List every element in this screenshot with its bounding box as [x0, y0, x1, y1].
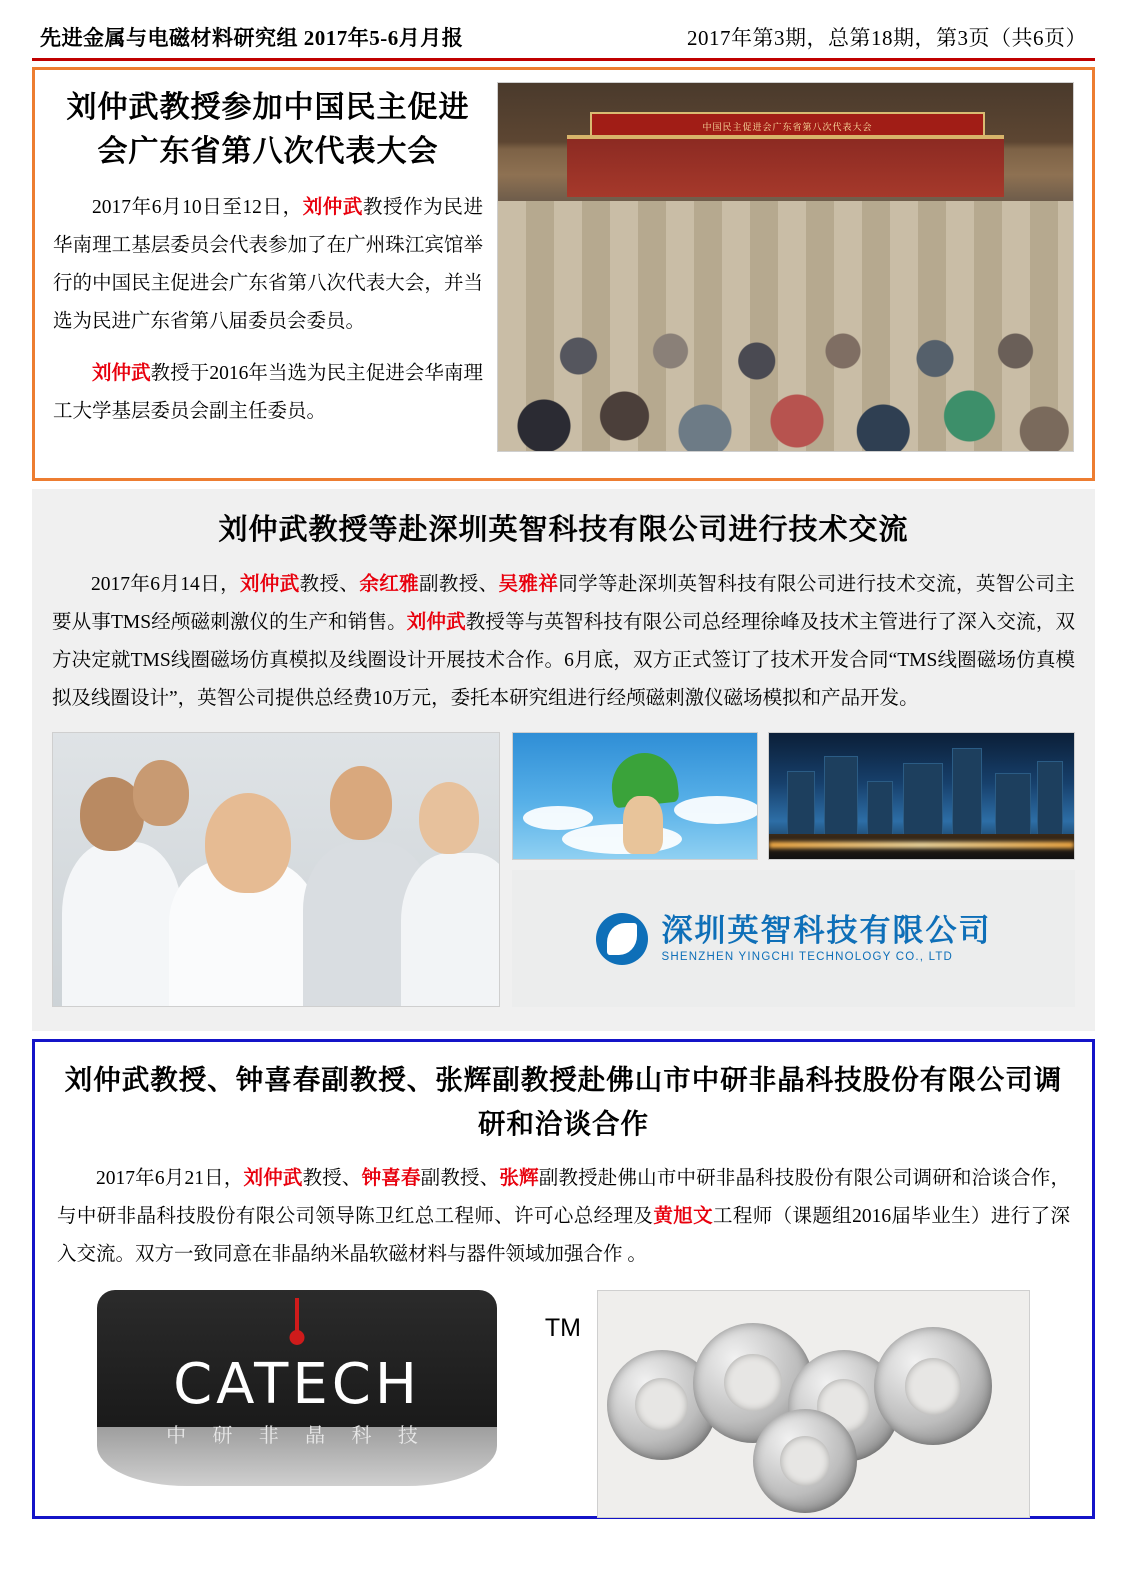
- s2-t2: 教授、: [299, 574, 360, 595]
- building-2: [824, 756, 858, 837]
- section-yingchi-visit: [32, 489, 1095, 1031]
- section1-paragraph-1: [53, 189, 483, 341]
- s3-t5: 工程师（课题组2016届毕业生）进行了深入交流。双方一致同意在非晶纳米晶软磁材料与器件领域加强合作 。: [57, 1206, 1070, 1266]
- s3-n3: 张辉: [499, 1168, 539, 1189]
- building-6: [995, 773, 1031, 836]
- green-leaf-photo: [512, 732, 758, 860]
- catech-pin-icon: [295, 1298, 299, 1334]
- catech-trademark-symbol: TM: [544, 1314, 581, 1343]
- building-7: [1037, 761, 1063, 837]
- s2-n1: 刘仲武: [239, 574, 300, 595]
- cloud-2: [674, 796, 758, 824]
- catech-logo-image: [97, 1290, 581, 1518]
- doctor-head-4: [419, 782, 479, 854]
- s2-t5: 教授等与英智科技有限公司总经理徐峰及技术主管进行了深入交流，双方决定就TMS线圈磁场仿真模拟及线圈设计开展技术合作。6月底，双方正式签订了技术开发合同“TMS线圈磁场仿真模拟及线圈设计”，英智公司提供总经费10万元，委托本研究组进行经颅磁刺激仪磁场模拟和产品开发。: [52, 612, 1075, 710]
- cloud-1: [523, 806, 593, 830]
- section1-paragraph-2: [53, 355, 483, 431]
- catech-dot-icon: [290, 1330, 305, 1345]
- header-divider: [32, 58, 1095, 61]
- section2-paragraph: [52, 566, 1075, 718]
- s3-t2: 教授、: [302, 1168, 362, 1189]
- doctor-head-2: [205, 793, 291, 893]
- city-skyline-photo: [768, 732, 1075, 860]
- core-ring-4: [874, 1327, 992, 1445]
- section1-title: 刘仲武教授参加中国民主促进会广东省第八次代表大会: [66, 90, 470, 169]
- section1-photo-column: [497, 82, 1074, 464]
- cloud-3: [562, 824, 682, 854]
- s3-t1: 2017年6月21日，: [96, 1168, 244, 1189]
- s3-t4: 副教授赴佛山市中研非晶科技股份有限公司调研和洽谈合作，与中研非晶科技股份有限公司领导陈卫红总工程师、许可心总经理及: [57, 1168, 1070, 1228]
- doctor-head-3: [330, 766, 392, 840]
- catech-wordmark-cn: 中 研 非 晶 科 技: [166, 1423, 428, 1448]
- section2-right-column: [512, 732, 1075, 1007]
- building-5: [952, 748, 982, 836]
- yingchi-logo-panel: [512, 870, 1075, 1007]
- section3-photo-row: [57, 1290, 1070, 1518]
- s3-n1: 刘仲武: [243, 1168, 303, 1189]
- section-democratic-congress: [32, 67, 1095, 481]
- s1-p1-post: 教授作为民进华南理工基层委员会代表参加了在广州珠江宾馆举行的中国民主促进会广东省第八次代表大会，并当选为民进广东省第八届委员会委员。: [53, 197, 483, 333]
- catech-badge: [97, 1290, 497, 1486]
- conference-audience: [498, 201, 1073, 451]
- hand-holding-leaf: [623, 796, 663, 854]
- yingchi-logo-icon: [596, 913, 648, 965]
- doctor-head-5: [133, 760, 189, 826]
- light-trail-road: [769, 834, 1074, 859]
- s3-n2: 钟喜春: [361, 1168, 421, 1189]
- s2-n4: 刘仲武: [406, 612, 466, 634]
- s2-t1: 2017年6月14日，: [91, 574, 240, 595]
- core-ring-5: [753, 1409, 857, 1513]
- s2-t3: 副教授、: [418, 574, 499, 595]
- s1-p1-pre: 2017年6月10日至12日，: [92, 197, 303, 218]
- doctor-coat-4: [401, 853, 500, 1007]
- conference-banner-text: 中国民主促进会广东省第八次代表大会: [590, 112, 985, 145]
- s2-n3: 吴雅祥: [498, 574, 559, 595]
- medical-team-photo: [52, 732, 500, 1007]
- catech-wordmark: CATECH: [173, 1352, 421, 1418]
- s1-p2-name: 刘仲武: [92, 363, 151, 385]
- building-3: [867, 781, 893, 836]
- section-catech-visit: [32, 1039, 1095, 1519]
- section1-text-column: [53, 82, 483, 464]
- header-issue-info: 2017年第3期，总第18期，第3页（共6页）: [687, 26, 1087, 50]
- s2-t4: 同学等赴深圳英智科技有限公司进行技术交流，英智公司主要从事TMS经颅磁刺激仪的生产和销售。: [52, 574, 1075, 634]
- s3-n4: 黄旭文: [653, 1206, 713, 1228]
- amorphous-cores-photo: [597, 1290, 1030, 1518]
- conference-hall-photo: [497, 82, 1074, 452]
- conference-stage: [567, 135, 1004, 198]
- yingchi-logo-text: [662, 914, 992, 963]
- section2-photo-row: [52, 732, 1075, 1007]
- yingchi-logo-cn: 深圳英智科技有限公司: [661, 913, 992, 950]
- s3-t3: 副教授、: [420, 1168, 500, 1189]
- yingchi-logo-en: SHENZHEN YINGCHI TECHNOLOGY CO., LTD: [661, 951, 954, 964]
- s2-n2: 余红雅: [359, 574, 419, 595]
- building-1: [787, 771, 815, 837]
- doctor-coat-1: [62, 842, 182, 1007]
- page-header: [30, 0, 1097, 56]
- section2-title: 刘仲武教授等赴深圳英智科技有限公司进行技术交流: [218, 512, 909, 546]
- s1-p1-name: 刘仲武: [302, 197, 363, 218]
- building-4: [903, 763, 943, 836]
- s1-p2-post: 教授于2016年当选为民主促进会华南理工大学基层委员会副主任委员。: [53, 363, 483, 423]
- section3-title: 刘仲武教授、钟喜春副教授、张辉副教授赴佛山市中研非晶科技股份有限公司调研和洽谈合作: [64, 1064, 1063, 1140]
- section3-paragraph: [57, 1160, 1070, 1274]
- section2-top-photo-row: [512, 732, 1075, 860]
- header-left-title: 先进金属与电磁材料研究组 2017年5-6月月报: [40, 26, 464, 50]
